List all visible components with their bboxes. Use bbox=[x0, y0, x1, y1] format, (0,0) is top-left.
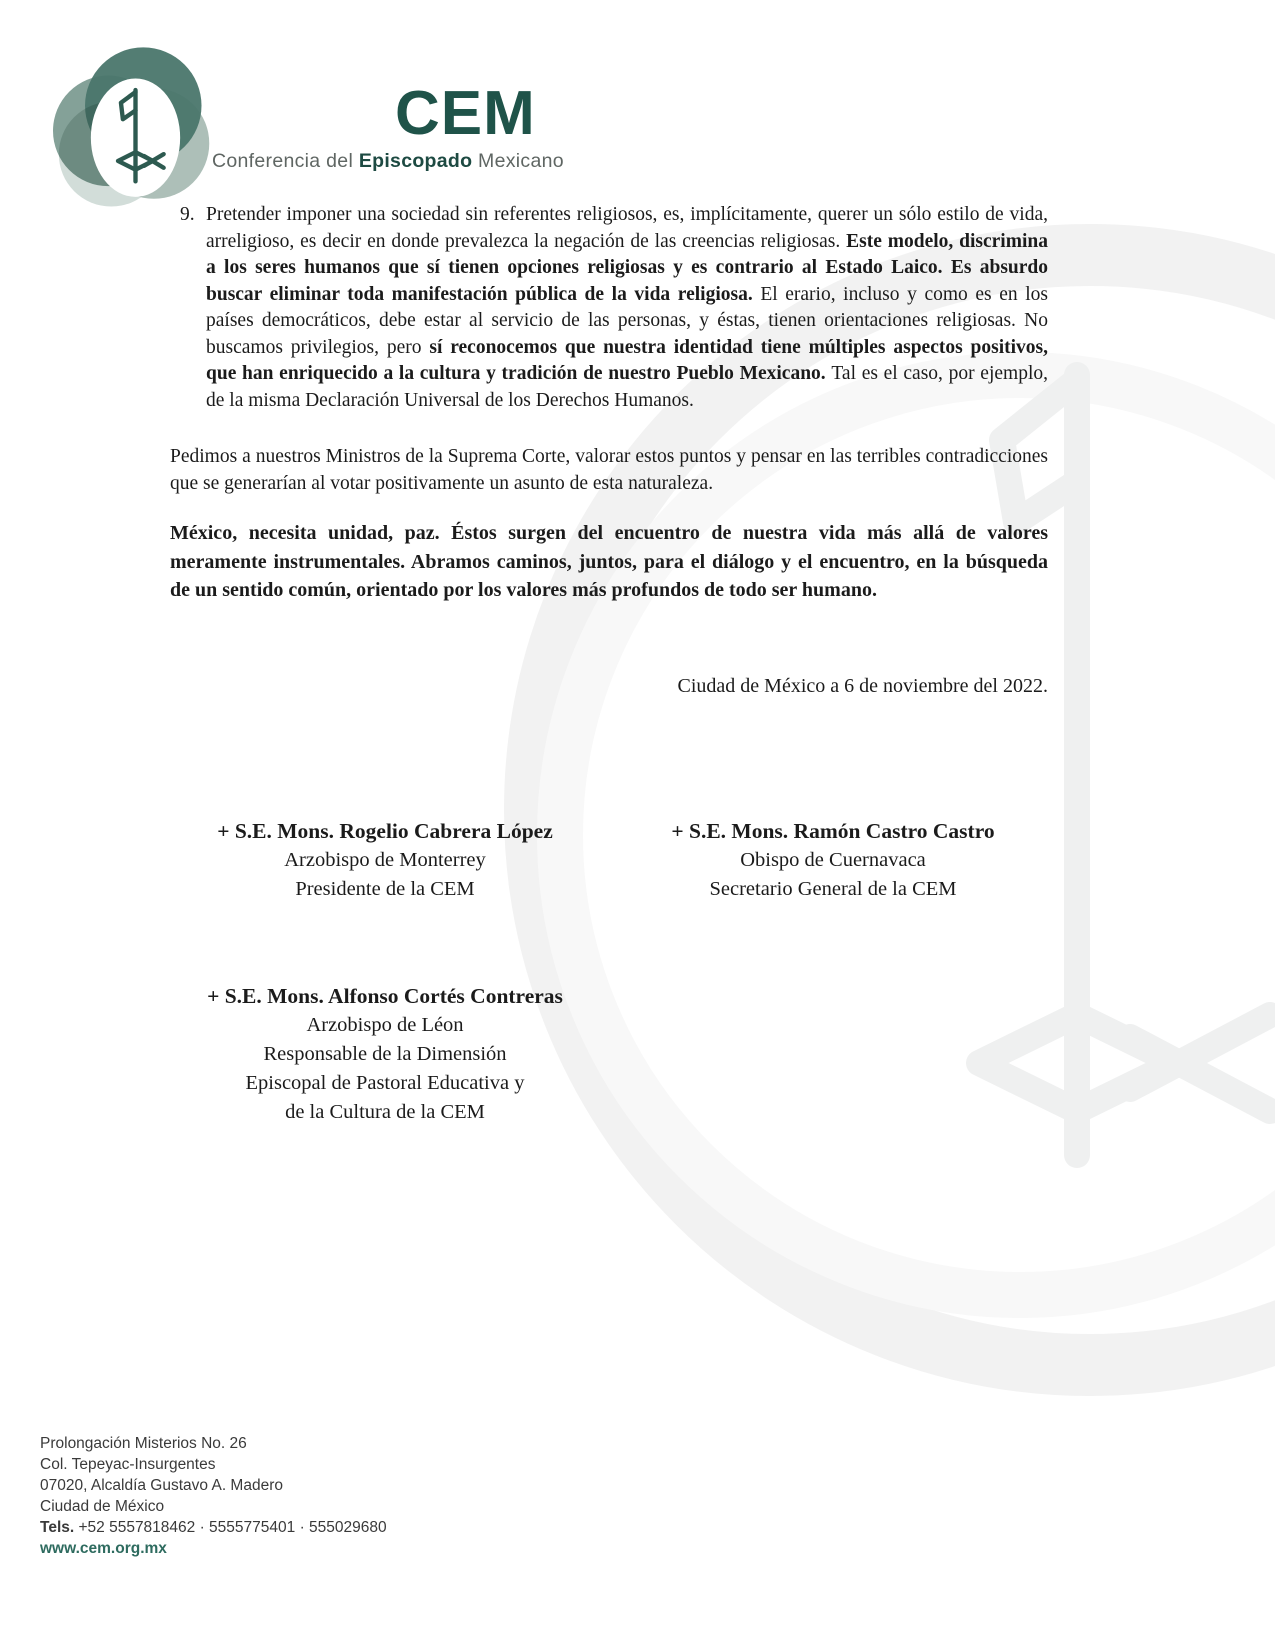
numbered-item-9 bbox=[170, 202, 1048, 414]
signature-section bbox=[170, 817, 1048, 1127]
signatory-name: + S.E. Mons. Alfonso Cortés Contreras bbox=[207, 984, 563, 1008]
tels-numbers: +52 5557818462 · 5555775401 · 555029680 bbox=[74, 1519, 387, 1536]
unity-paragraph: México, necesita unidad, paz. Éstos surgen del encuentro de nuestra vida más allá de valores meramente instrumentales. Abramos caminos, juntos, para el diálogo y el encuentro, en la búsqueda de un sentido común, orientado por los valores más profundos de todo ser humano. bbox=[170, 522, 1048, 601]
petition-paragraph: Pedimos a nuestros Ministros de la Suprema Corte, valorar estos puntos y pensar en las terribles contradicciones que se generarían al votar positivamente un asunto de esta naturaleza. bbox=[170, 446, 1048, 494]
signatory-name: + S.E. Mons. Rogelio Cabrera López bbox=[217, 819, 553, 843]
brand-acronym: CEM bbox=[395, 79, 536, 148]
signatory-role: Arzobispo de Monterrey bbox=[284, 849, 486, 871]
letterhead bbox=[0, 0, 1275, 205]
signature-secretary bbox=[618, 817, 1048, 904]
tels-label: Tels. bbox=[40, 1519, 75, 1536]
address-line: Prolongación Misterios No. 26 bbox=[40, 1435, 247, 1452]
item-number: 9. bbox=[180, 204, 195, 225]
signatory-role: de la Cultura de la CEM bbox=[285, 1101, 485, 1123]
item9-segment-regular: El erario, incluso y como es en los países democráticos, debe estar al servicio de las personas, y éstas, tienen orientaciones religiosas. No buscamos privilegios, pero bbox=[206, 283, 1048, 358]
item-9-paragraph bbox=[206, 202, 1048, 414]
item9-segment-regular: Tal es el caso, por ejemplo, de la misma Declaración Universal de los Derechos Humanos. bbox=[206, 363, 1048, 411]
address-line: Ciudad de México bbox=[40, 1498, 165, 1515]
item9-segment-bold: Este modelo, discrimina a los seres humanos que sí tienen opciones religiosas y es contrario al Estado Laico. Es absurdo buscar eliminar toda manifestación pública de la vida religiosa. bbox=[206, 230, 1048, 305]
signature-president bbox=[195, 817, 575, 904]
signatory-role: Presidente de la CEM bbox=[295, 878, 475, 900]
tagline-suffix: Mexicano bbox=[472, 150, 564, 172]
footer-contact-block bbox=[40, 1433, 387, 1559]
phone-line bbox=[40, 1517, 387, 1538]
tagline-prefix: Conferencia del bbox=[212, 150, 359, 172]
signatory-role: Secretario General de la CEM bbox=[709, 878, 957, 900]
signatory-role: Responsable de la Dimensión bbox=[263, 1043, 507, 1065]
item9-segment-bold: sí reconocemos que nuestra identidad tiene múltiples aspectos positivos, que han enriquecido a la cultura y tradición de nuestro Pueblo Mexicano. bbox=[206, 336, 1048, 384]
address-line: Col. Tepeyac-Insurgentes bbox=[40, 1456, 216, 1473]
signatory-role: Obispo de Cuernavaca bbox=[740, 849, 926, 871]
address-line: 07020, Alcaldía Gustavo A. Madero bbox=[40, 1477, 283, 1494]
signatory-name: + S.E. Mons. Ramón Castro Castro bbox=[671, 819, 995, 843]
letter-body bbox=[170, 202, 1048, 1127]
dateline: Ciudad de México a 6 de noviembre del 2022. bbox=[677, 674, 1048, 697]
item9-segment-regular: Pretender imponer una sociedad sin referentes religiosos, es, implícitamente, querer un sólo estilo de vida, arreligioso, es decir en donde prevalezca la negación de las creencias religiosas. bbox=[206, 204, 1048, 252]
signatory-role: Arzobispo de Léon bbox=[306, 1014, 464, 1036]
tagline-bold: Episcopado bbox=[358, 150, 473, 172]
cem-logo-icon bbox=[53, 42, 218, 210]
website-link[interactable]: www.cem.org.mx bbox=[40, 1540, 167, 1557]
signatory-role: Episcopal de Pastoral Educativa y bbox=[245, 1072, 525, 1094]
brand-tagline bbox=[212, 150, 564, 173]
signature-education bbox=[195, 982, 575, 1127]
